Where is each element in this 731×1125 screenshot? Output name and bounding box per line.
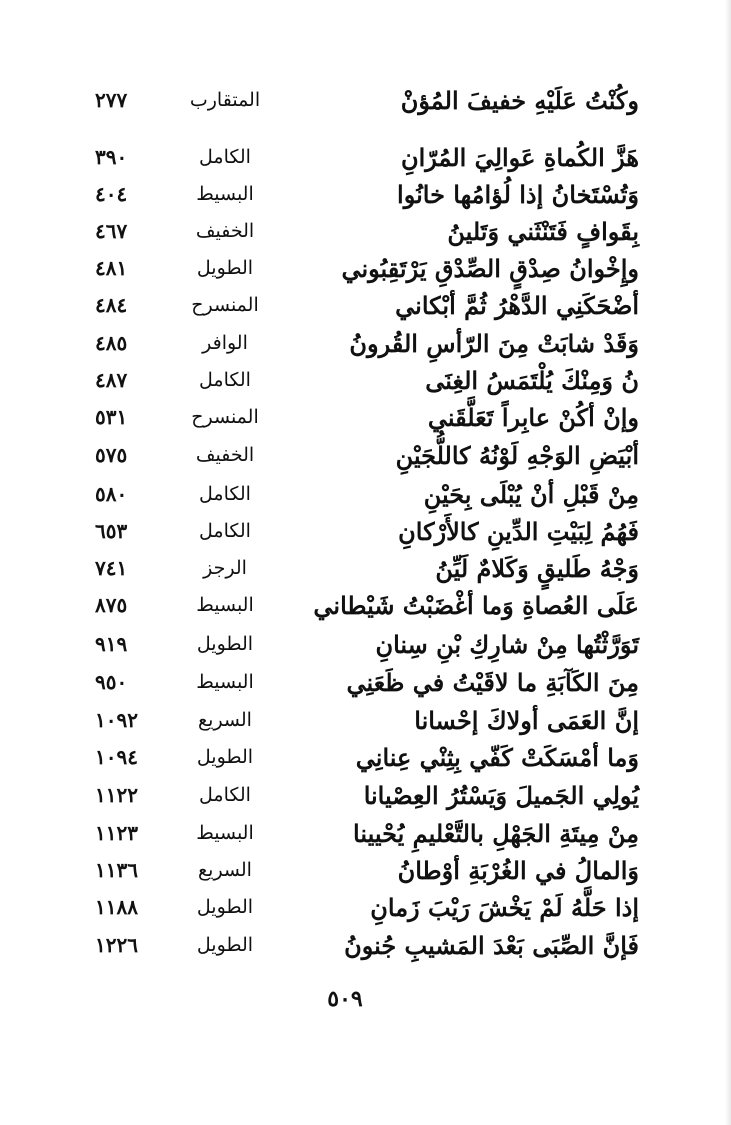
meter-name: السريع <box>198 859 252 881</box>
index-row <box>0 702 731 739</box>
page-number: ٤٨٥ <box>95 331 128 355</box>
meter-name: الطويل <box>196 257 254 279</box>
verse-text: عَلَى العُصاةِ وَما أغْضَبْتُ شَيْطاني <box>313 591 639 620</box>
page-number: ٧٤١ <box>95 556 128 580</box>
page-number: ١١٢٣ <box>95 821 138 845</box>
index-row <box>0 362 731 399</box>
meter-name: الكامل <box>199 369 251 391</box>
meter-name: الكامل <box>199 483 251 505</box>
page-number: ١٠٩٤ <box>95 745 138 769</box>
index-row <box>0 513 731 550</box>
meter-name: الكامل <box>199 146 251 168</box>
meter-name: الكامل <box>199 520 251 542</box>
verse-text: تَوَرَّثْتُها مِنْ شارِكِ بْنِ سِنانِ <box>375 630 639 659</box>
index-row <box>0 664 731 701</box>
meter-name: الوافر <box>202 332 248 354</box>
page-number: ٩١٩ <box>95 632 128 656</box>
index-row <box>0 550 731 587</box>
page-number: ٦٥٣ <box>95 519 128 543</box>
verse-text: مِنْ قَبْلِ أنْ يُبْلَى بِحَيْنِ <box>423 480 639 509</box>
index-row <box>0 437 731 474</box>
page-number: ٨٧٥ <box>95 593 128 617</box>
index-row <box>0 927 731 964</box>
meter-name: الطويل <box>196 746 254 768</box>
meter-name: البسيط <box>196 594 254 616</box>
verse-text: فَهُمُ لِبَيْتِ الدِّينِ كالأَرْكانِ <box>398 517 639 546</box>
verse-text: وإِخْوانُ صِدْقٍ الصِّدْقِ يَرْتَقِبُوني <box>341 254 639 283</box>
index-row <box>0 82 731 119</box>
page-number: ٤٨٧ <box>95 368 128 392</box>
page-number: ٤٠٤ <box>95 182 128 206</box>
verse-text: وَتُسْتَخانُ إذا لُؤامُها خانُوا <box>397 180 639 209</box>
verse-text: فَإنَّ الصِّبَى بَعْدَ المَشيبِ جُنونُ <box>344 931 639 960</box>
meter-name: البسيط <box>196 183 254 205</box>
index-row <box>0 476 731 513</box>
scan-edge <box>725 0 731 1125</box>
verse-text: يُولِي الجَميلَ وَيَسْتُرُ العِصْيانا <box>363 781 639 810</box>
page-number: ٤٨١ <box>95 256 128 280</box>
verse-text: مِنْ مِيتَةِ الجَهْلِ بالتَّعْليمِ يُحْيينا <box>353 819 639 848</box>
verse-text: أضْحَكَنِي الدَّهْرُ ثُمَّ أبْكاني <box>395 291 639 320</box>
meter-name: الطويل <box>196 633 254 655</box>
page-number: ٣٩٠ <box>95 145 128 169</box>
index-row <box>0 213 731 250</box>
page-number: ٥٧٥ <box>95 443 128 467</box>
page-number: ٥٣١ <box>95 405 128 429</box>
verse-text: وَجْهُ طَليقٍ وَكَلامٌ لَيِّنُ <box>435 554 639 583</box>
index-row <box>0 626 731 663</box>
meter-name: المتقارب <box>189 89 261 111</box>
meter-name: المنسرح <box>191 406 259 428</box>
meter-name: المنسرح <box>191 294 259 316</box>
verse-text: وَما أمْسَكَتْ كَفّي بِثِنْي عِنانِي <box>355 743 639 772</box>
folio-page-number: ٥٠٩ <box>327 986 363 1012</box>
meter-name: الرجز <box>203 557 247 579</box>
verse-text: بِقَوافٍ فَتَنْثَني وَتَلينُ <box>447 217 639 246</box>
meter-name: البسيط <box>196 822 254 844</box>
index-row <box>0 325 731 362</box>
index-row <box>0 815 731 852</box>
verse-text: إنَّ العَمَى أولاكَ إحْسانا <box>414 706 639 735</box>
page-number: ١٠٩٢ <box>95 708 138 732</box>
index-row <box>0 739 731 776</box>
verse-text: وَقَدْ شابَتْ مِنَ الرّأسِ القُرونُ <box>349 329 639 358</box>
meter-name: الطويل <box>196 896 254 918</box>
index-row <box>0 139 731 176</box>
index-row <box>0 176 731 213</box>
meter-name: الخفيف <box>195 220 255 242</box>
index-row <box>0 399 731 436</box>
page-number: ٥٨٠ <box>95 482 128 506</box>
page-number: ١١٣٦ <box>95 858 138 882</box>
verse-text: وكُنْتُ عَلَيْهِ خفيفَ المُؤنْ <box>400 86 639 115</box>
page-number: ١١٨٨ <box>95 895 138 919</box>
meter-name: السريع <box>198 709 252 731</box>
meter-name: الخفيف <box>195 444 255 466</box>
index-row <box>0 250 731 287</box>
verse-text: هَزَّ الكُماةِ عَوالِيَ المُرّانِ <box>400 143 639 172</box>
verse-text: نُ وَمِنْكَ يُلْتَمَسُ الغِنَى <box>425 366 639 395</box>
index-row <box>0 287 731 324</box>
verse-text: وإنْ أكُنْ عابِراً تَعَلَّقَني <box>427 403 639 432</box>
meter-name: الطويل <box>196 934 254 956</box>
verse-text: أبْيَضِ الوَجْهِ لَوْنُهُ كاللُّجَيْنِ <box>395 441 639 470</box>
page-number: ٤٦٧ <box>95 219 128 243</box>
page-number: ٢٧٧ <box>95 88 128 112</box>
index-row <box>0 852 731 889</box>
verse-text: إذا حَلَّهُ لَمْ يَخْشَ رَيْبَ زَمانِ <box>370 893 639 922</box>
index-row <box>0 587 731 624</box>
page-number: ٤٨٤ <box>95 293 128 317</box>
verse-text: مِنَ الكَآبَةِ ما لاقَيْتُ في ظَعَنِي <box>346 668 639 697</box>
meter-name: البسيط <box>196 671 254 693</box>
index-row <box>0 889 731 926</box>
verse-text: وَالمالُ في الغُرْبَةِ أوْطانُ <box>397 856 639 885</box>
index-row <box>0 777 731 814</box>
page-number: ١٢٢٦ <box>95 933 138 957</box>
page-number: ٩٥٠ <box>95 670 128 694</box>
page-number: ١١٢٢ <box>95 783 138 807</box>
meter-name: الكامل <box>199 784 251 806</box>
